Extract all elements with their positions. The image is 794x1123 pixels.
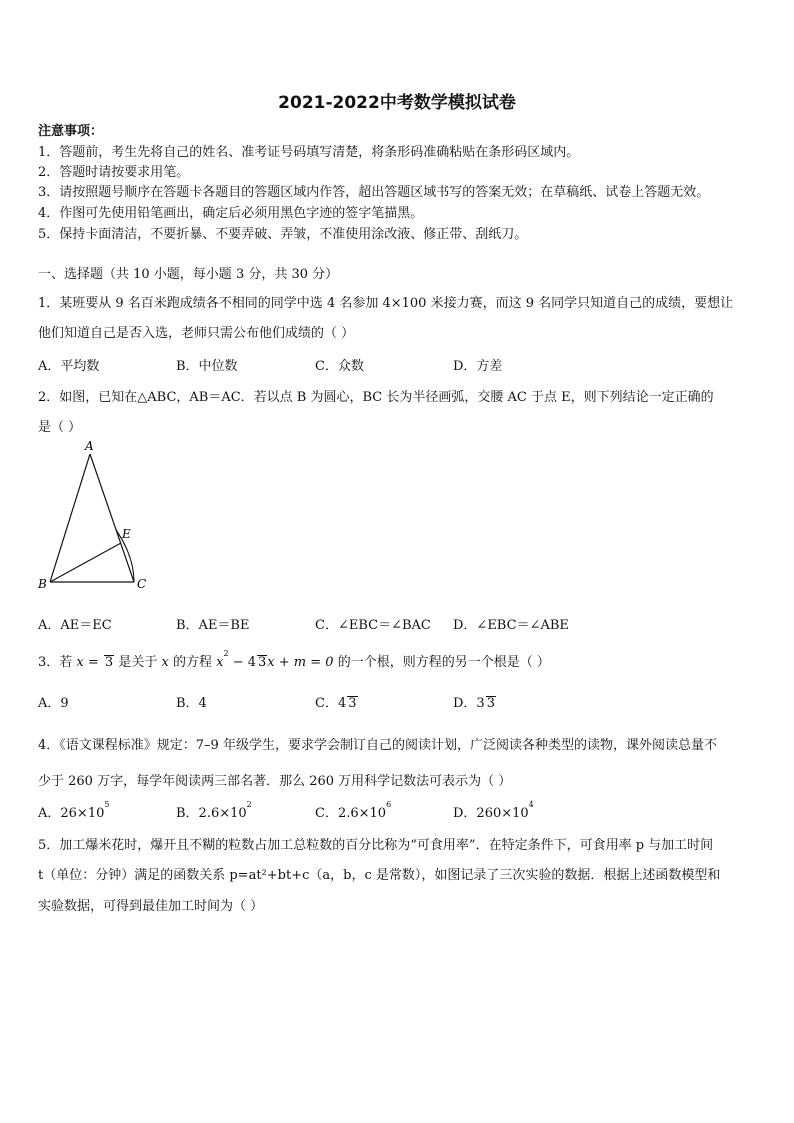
q3-option-c: C．4 3 <box>315 696 357 711</box>
q1-option-c: C．众数 <box>315 359 364 374</box>
q3-equation-x: x <box>216 655 224 670</box>
q4-option-b: B．$2.6\times 10^2$ <box>176 800 252 821</box>
q3-option-b: B．4 <box>176 696 207 711</box>
q1-option-b: B．中位数 <box>176 359 238 374</box>
q3-equation-radical: 3 <box>258 655 267 670</box>
q1-option-d: D．方差 <box>453 359 503 374</box>
triangle-figure <box>30 440 160 600</box>
question-1-line-2: 他们知道自己是否入选，老师只需公布他们成绩的（ ） <box>38 326 355 341</box>
question-4-line-2: 少于 260 万字，每学年阅读两三部名著．那么 260 万用科学记数法可表示为（ ） <box>38 774 512 789</box>
q3-option-d: D．3 3 <box>453 696 495 711</box>
q3-condition: x = <box>76 655 103 670</box>
question-2-line-1: 2．如图，已知在△ABC，AB＝AC．若以点 B 为圆心，BC 长为半径画弧，交腰 AC 于点 E，则下列结论一定正确的 <box>38 390 714 405</box>
q3-mid: 是关于 <box>118 655 158 670</box>
q4-option-d: D．$260\times 10^4$ <box>453 800 534 821</box>
question-3: 3．若 x = 3 是关于 x 的方程 $x^2 - 4$ 3x + m = 0 的一个根，则方程的另一个根是（ ） <box>38 649 550 670</box>
question-4-line-1: 4．《语文课程标准》规定：7–9 年级学生，要求学会制订自己的阅读计划，广泛阅读各种类型的读物，课外阅读总量不 <box>38 738 717 753</box>
q4-option-a: A．$26\times 10^5$ <box>38 800 110 821</box>
q3-radical: 3 <box>104 655 114 670</box>
note-item: 1．答题前，考生先将自己的姓名、准考证号码填写清楚，将条形码准确粘贴在条形码区域内。 <box>38 145 580 160</box>
vertex-label-c: C <box>137 577 147 591</box>
q4-option-c: C．$2.6\times 10^6$ <box>315 800 392 821</box>
section-header: 一、选择题（共 10 小题，每小题 3 分，共 30 分） <box>38 267 339 282</box>
q3-prefix: 3．若 <box>38 655 73 670</box>
note-item: 5．保持卡面清洁，不要折暴、不要弄破、弄皱，不准使用涂改液、修正带、刮纸刀。 <box>38 227 528 242</box>
q2-option-d: D．∠EBC＝∠ABE <box>453 618 569 633</box>
q3-equation-rest: x + m = 0 <box>267 655 334 670</box>
q2-option-a: A．AE＝EC <box>38 618 112 633</box>
q2-option-b: B．AE＝BE <box>176 618 250 633</box>
note-item: 3．请按照题号顺序在答题卡各题目的答题区域内作答，超出答题区域书写的答案无效；在草稿纸、试卷上答题无效。 <box>38 185 710 200</box>
question-2-line-2: 是（ ） <box>38 420 82 435</box>
q3-mid2: 的方程 <box>172 655 212 670</box>
q3-option-a: A．9 <box>38 696 69 711</box>
question-1-line-1: 1．某班要从 9 名百米跑成绩各不相同的同学中选 4 名参加 4×100 米接力赛，而这 9 名同学只知道自己的成绩，要想让 <box>38 296 734 311</box>
note-item: 4．作图可先使用铅笔画出，确定后必须用黑色字迹的签字笔描黑。 <box>38 206 424 221</box>
q1-option-a: A．平均数 <box>38 359 100 374</box>
vertex-label-b: B <box>38 577 47 591</box>
point-label-e: E <box>122 527 131 541</box>
note-item: 2．答题时请按要求用笔。 <box>38 165 190 180</box>
q3-suffix: 的一个根，则方程的另一个根是（ ） <box>337 655 550 670</box>
q3-variable: x <box>161 655 169 670</box>
page-title: 2021-2022中考数学模拟试卷 <box>278 93 516 113</box>
notes-heading: 注意事项： <box>38 124 104 139</box>
vertex-label-a: A <box>85 440 94 453</box>
question-5-line-3: 实验数据，可得到最佳加工时间为（ ） <box>38 899 264 914</box>
q3-equation-coef: − 4 <box>228 655 257 670</box>
q2-option-c: C．∠EBC＝∠BAC <box>315 618 431 633</box>
question-5-line-2: t（单位：分钟）满足的函数关系 p=at²+bt+c（a，b，c 是常数），如图记录了三次实验的数据．根据上述函数模型和 <box>38 868 721 883</box>
question-5-line-1: 5．加工爆米花时，爆开且不糊的粒数占加工总粒数的百分比称为“可食用率”．在特定条件下，可食用率 p 与加工时间 <box>38 838 714 853</box>
